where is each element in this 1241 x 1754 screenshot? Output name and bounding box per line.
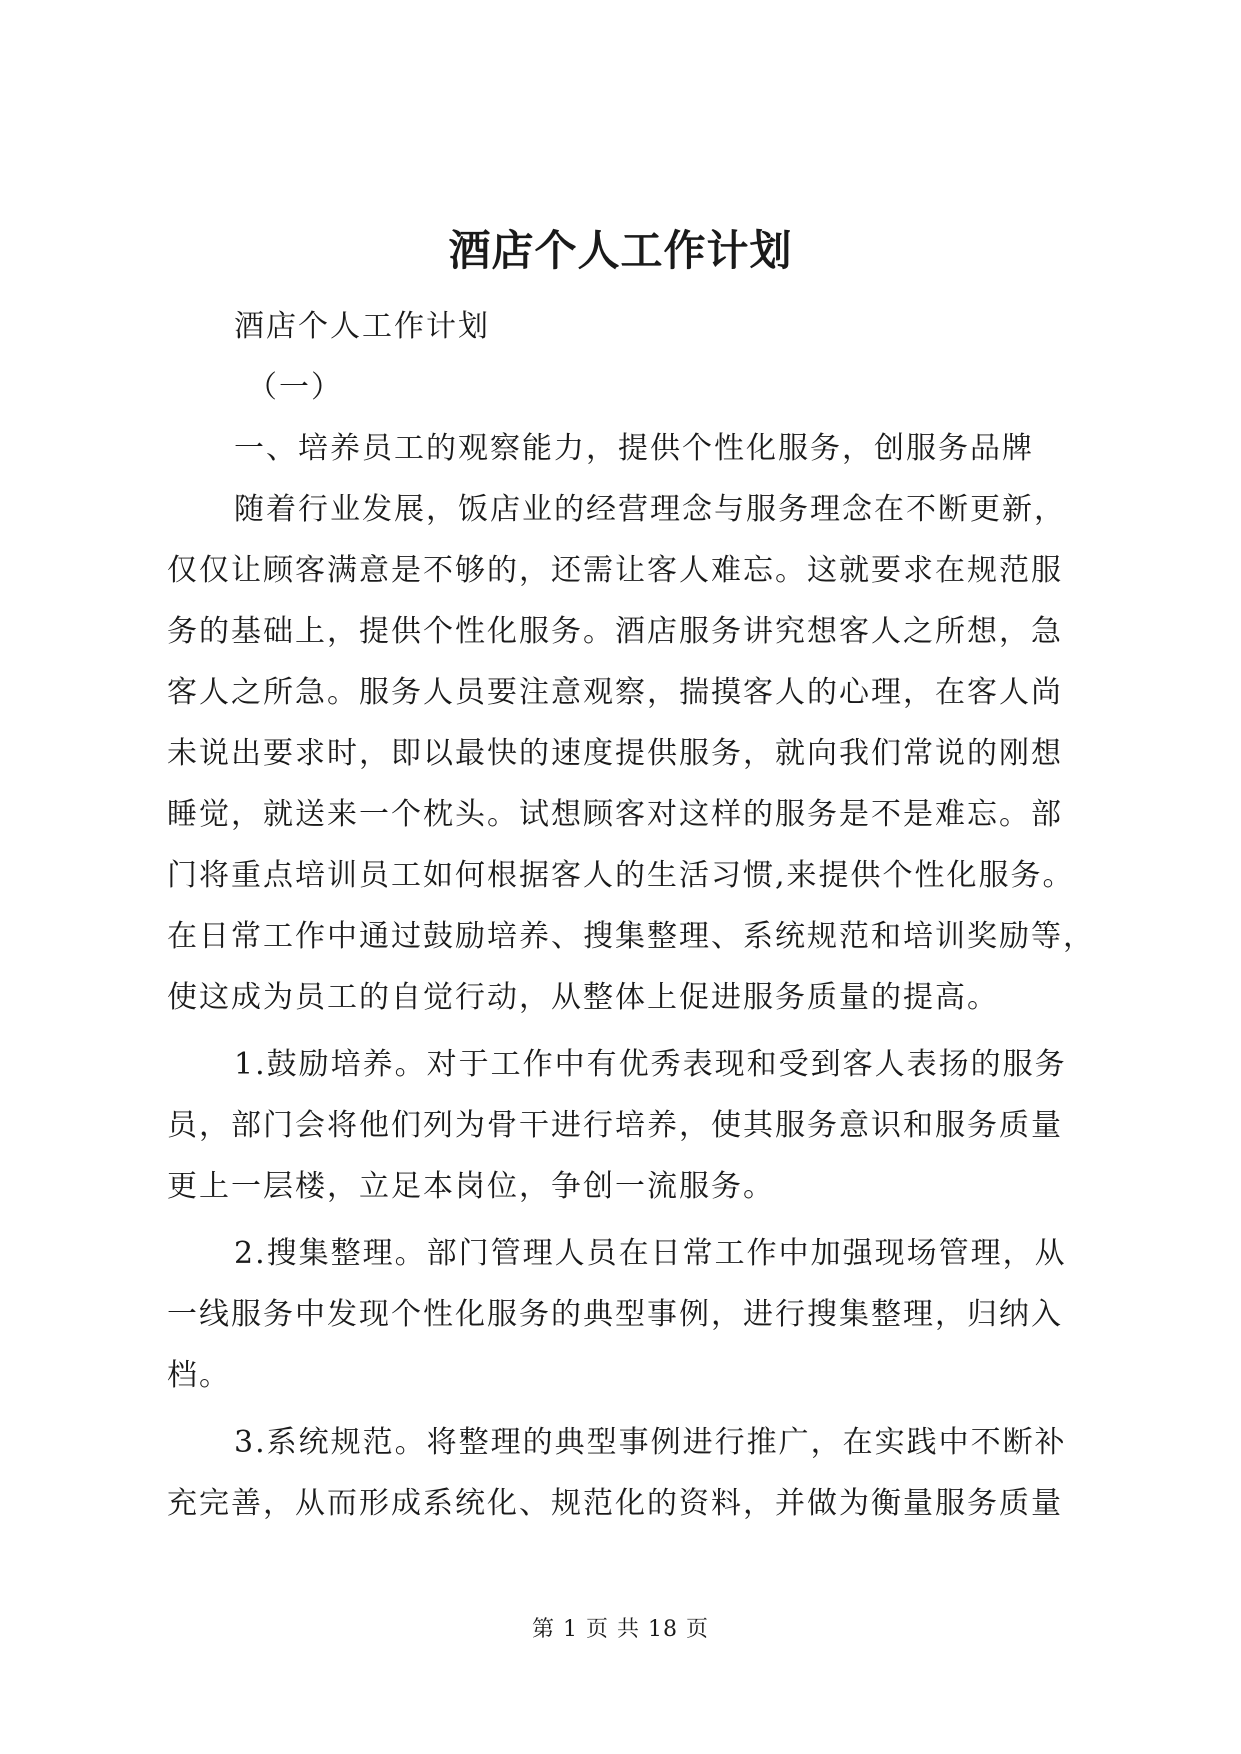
list-item-line: 员，部门会将他们列为骨干进行培养，使其服务意识和服务质量 bbox=[167, 1108, 1063, 1143]
page-number-footer: 第 1 页 共 18 页 bbox=[532, 1617, 709, 1642]
paragraph-line: 仅仅让顾客满意是不够的，还需让客人难忘。这就要求在规范服 bbox=[167, 553, 1063, 588]
list-item-line: 更上一层楼，立足本岗位，争创一流服务。 bbox=[167, 1169, 775, 1204]
section-number: （一） bbox=[247, 370, 343, 405]
subtitle-line: 酒店个人工作计划 bbox=[234, 309, 490, 344]
list-item-line: 档。 bbox=[167, 1358, 231, 1393]
list-item-line: 充完善，从而形成系统化、规范化的资料，并做为衡量服务质量 bbox=[167, 1486, 1063, 1521]
document-body bbox=[167, 296, 1107, 1534]
paragraph-line: 务的基础上，提供个性化服务。酒店服务讲究想客人之所想，急 bbox=[167, 614, 1063, 649]
paragraph-line: 使这成为员工的自觉行动，从整体上促进服务质量的提高。 bbox=[167, 980, 999, 1015]
paragraph-line: 睡觉，就送来一个枕头。试想顾客对这样的服务是不是难忘。部 bbox=[167, 797, 1063, 832]
paragraph-line: 随着行业发展，饭店业的经营理念与服务理念在不断更新， bbox=[234, 492, 1066, 527]
document-title: 酒店个人工作计划 bbox=[448, 226, 793, 275]
list-item-line: 一线服务中发现个性化服务的典型事例，进行搜集整理，归纳入 bbox=[167, 1297, 1063, 1332]
paragraph-line: 客人之所急。服务人员要注意观察，揣摸客人的心理，在客人尚 bbox=[167, 675, 1063, 710]
list-item-line: 1.鼓励培养。对于工作中有优秀表现和受到客人表扬的服务 bbox=[234, 1047, 1067, 1082]
paragraph-line: 未说出要求时，即以最快的速度提供服务，就向我们常说的刚想 bbox=[167, 736, 1063, 771]
list-item-line: 2.搜集整理。部门管理人员在日常工作中加强现场管理，从 bbox=[234, 1236, 1067, 1271]
list-item-line: 3.系统规范。将整理的典型事例进行推广，在实践中不断补 bbox=[234, 1425, 1067, 1460]
paragraph-line: 在日常工作中通过鼓励培养、搜集整理、系统规范和培训奖励等， bbox=[167, 919, 1095, 954]
paragraph-line: 门将重点培训员工如何根据客人的生活习惯,来提供个性化服务。 bbox=[167, 858, 1075, 893]
section-heading: 一、培养员工的观察能力，提供个性化服务，创服务品牌 bbox=[234, 431, 1034, 466]
